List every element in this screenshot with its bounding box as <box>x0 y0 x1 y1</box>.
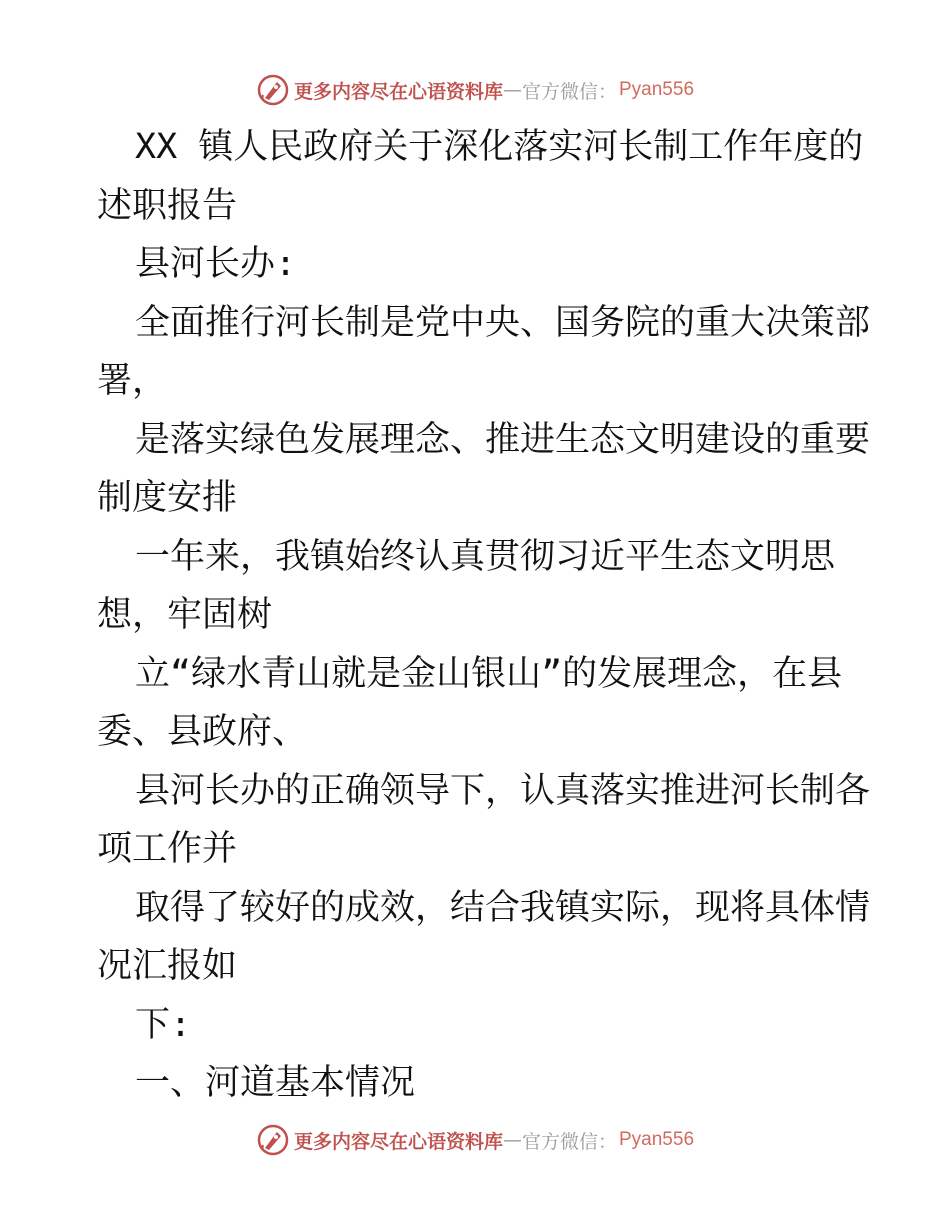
paragraph-line: 制度安排 <box>97 478 238 518</box>
paragraph-line: 项工作并 <box>97 829 238 869</box>
banner-separator: — <box>502 79 522 101</box>
paragraph-line: 县河长办的正确领导下，认真落实推进河长制各 <box>135 770 871 811</box>
paragraph-line: 是落实绿色发展理念、推进生态文明建设的重要 <box>135 419 871 460</box>
paragraph-line: 取得了较好的成效，结合我镇实际，现将具体情 <box>135 887 871 928</box>
paragraph-line: 想，牢固树 <box>97 595 273 635</box>
title-line-2: 述职报告 <box>97 185 238 226</box>
paragraph-line: 况汇报如 <box>97 946 238 986</box>
footer-banner <box>0 1120 950 1160</box>
section-heading: 一、河道基本情况 <box>135 1063 416 1103</box>
paragraph-line: 全面推行河长制是党中央、国务院的重大决策部 <box>135 302 871 343</box>
paragraph-line: 立“绿水青山就是金山银山”的发展理念，在县 <box>135 653 843 694</box>
title-line-1: XX 镇人民政府关于深化落实河长制工作年度的 <box>135 127 864 167</box>
banner-wechat-id: Pyan556 <box>619 1129 695 1150</box>
pen-nib-logo-icon <box>256 73 290 107</box>
paragraph-line: 委、县政府、 <box>97 712 308 752</box>
banner-promo-text: 更多内容尽在心语资料库 <box>293 80 503 103</box>
banner-wechat-label: 官方微信： <box>521 80 617 103</box>
salutation: 县河长办: <box>135 244 297 284</box>
paragraph-line: 署， <box>97 361 168 401</box>
header-banner <box>0 70 950 110</box>
banner-wechat-label: 官方微信： <box>521 1130 617 1153</box>
paragraph-line: 一年来，我镇始终认真贯彻习近平生态文明思 <box>135 536 836 577</box>
banner-separator: — <box>502 1129 522 1151</box>
pen-nib-logo-icon <box>256 1123 290 1157</box>
banner-wechat-id: Pyan556 <box>619 79 695 100</box>
banner-promo-text: 更多内容尽在心语资料库 <box>293 1130 503 1153</box>
paragraph-line: 下: <box>135 1004 192 1045</box>
document-body <box>97 118 871 1113</box>
